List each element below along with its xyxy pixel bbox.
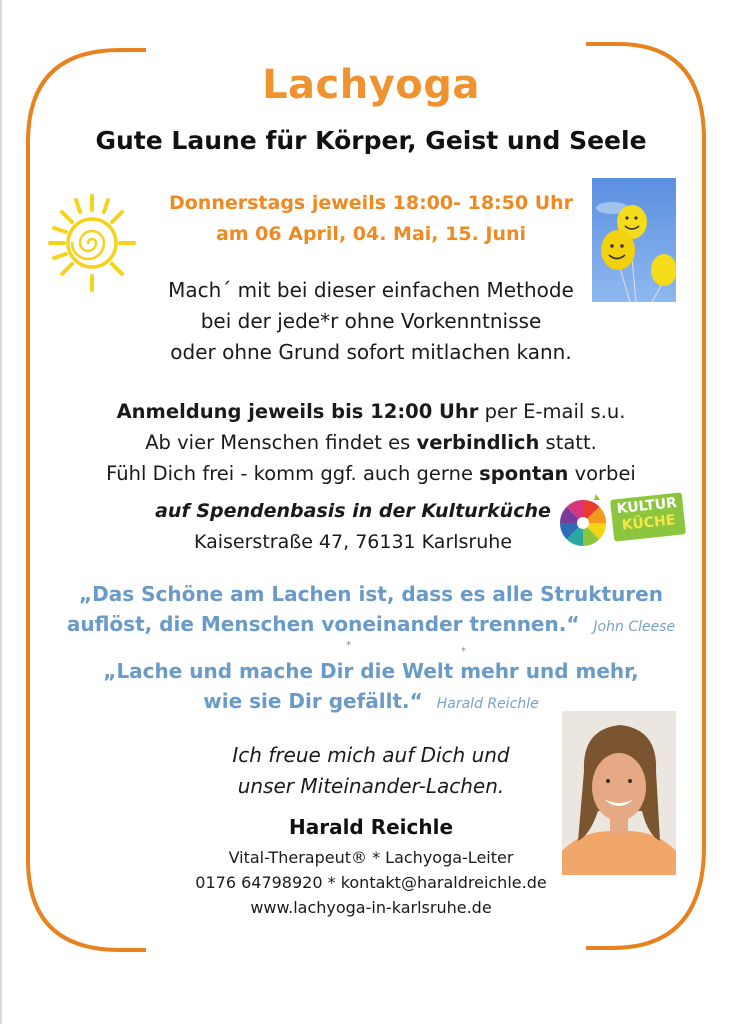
quote-2-line-1: „Lache und mache Dir die Welt mehr und mehr,: [103, 659, 639, 683]
registration-binding: verbindlich: [416, 431, 540, 454]
closing-line-1: Ich freue mich auf Dich und: [232, 743, 510, 767]
intro-text: [0, 275, 742, 368]
intro-line-3: oder ohne Grund sofort mitlachen kann.: [170, 340, 572, 364]
registration-drop-by: vorbei: [568, 462, 636, 485]
quote-1-author: John Cleese: [593, 619, 676, 635]
venue-line-1: auf Spendenbasis in der Kulturküche: [155, 500, 551, 522]
page-title: Lachyoga: [262, 62, 480, 108]
closing-line-2: unser Miteinander-Lachen.: [237, 774, 505, 798]
quote-1-line-2: [0, 609, 742, 642]
quote-1-line-1: „Das Schöne am Lachen ist, dass es alle Strukturen: [79, 582, 663, 606]
registration-min-text: Ab vier Menschen findet es: [145, 431, 417, 454]
registration-deadline: Anmeldung jeweils bis 12:00 Uhr: [116, 400, 479, 423]
registration-line-2: [0, 427, 742, 458]
contact-role: Vital-Therapeut® * Lachyoga-Leiter: [228, 848, 514, 867]
registration-takes-place: statt.: [539, 431, 597, 454]
page-subtitle: Gute Laune für Körper, Geist und Seele: [95, 126, 647, 155]
registration-spontaneous: spontan: [479, 462, 569, 485]
venue-address: Kaiserstraße 47, 76131 Karlsruhe: [193, 531, 513, 553]
registration-line-3: [0, 458, 742, 489]
contact-name: Harald Reichle: [288, 815, 454, 839]
separator-star-1: *: [346, 640, 351, 651]
registration-free-text: Fühl Dich frei - komm ggf. auch gerne: [106, 462, 480, 485]
quote-1-text-end: auflöst, die Menschen voneinander trennen.“: [66, 612, 580, 636]
schedule-days: Donnerstags jeweils 18:00- 18:50 Uhr: [168, 192, 574, 214]
quote-2-text-end: wie sie Dir gefällt.“: [203, 689, 423, 713]
separator-star-2: *: [461, 646, 466, 657]
schedule-dates: am 06 April, 04. Mai, 15. Juni: [215, 223, 527, 245]
quote-2-author: Harald Reichle: [436, 696, 539, 712]
intro-line-1: Mach´ mit bei dieser einfachen Methode: [168, 278, 574, 302]
contact-block: [0, 845, 742, 920]
color-wheel-icon: [556, 494, 610, 548]
registration-method: per E-mail s.u.: [478, 400, 626, 423]
contact-phone-email[interactable]: 0176 64798920 * kontakt@haraldreichle.de: [195, 873, 547, 892]
quote-2: [0, 656, 742, 719]
registration-line-1: [0, 396, 742, 427]
quote-1: [0, 579, 742, 642]
logo-text-kultur: KULTUR: [616, 494, 678, 518]
kulturkueche-logo: [556, 490, 686, 548]
intro-line-2: bei der jede*r ohne Vorkenntnisse: [200, 309, 542, 333]
registration-block: [0, 396, 742, 489]
logo-text-kueche: KÜCHE: [621, 512, 677, 534]
logo-text-box: [610, 492, 686, 541]
contact-website-link[interactable]: www.lachyoga-in-karlsruhe.de: [250, 898, 492, 917]
